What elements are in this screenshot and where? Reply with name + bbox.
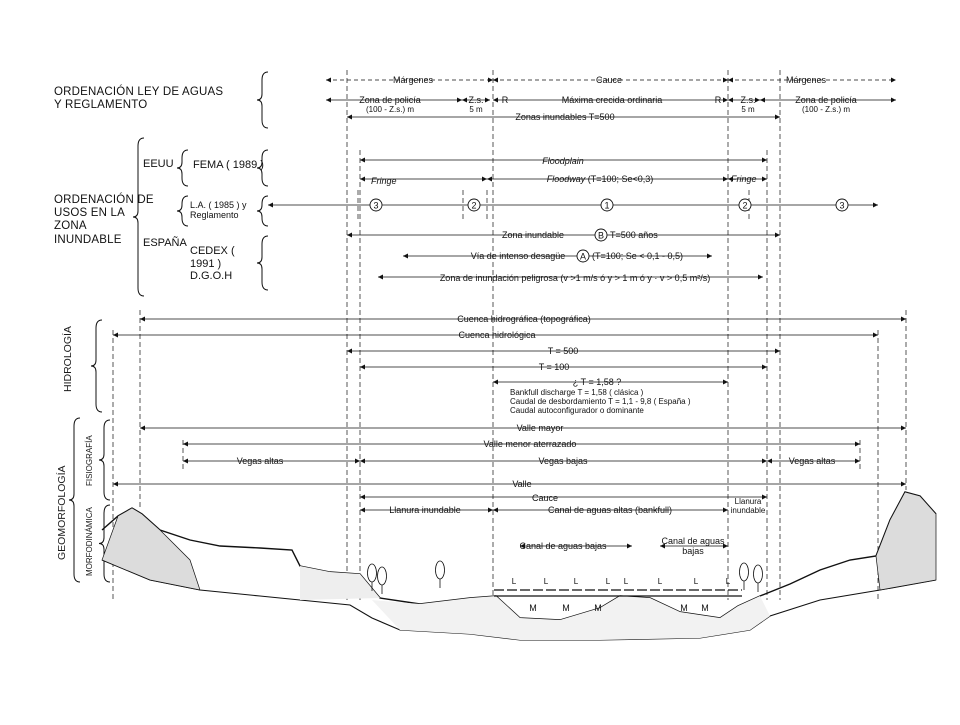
dim-zs-left-arrow-right [485,98,490,103]
zone-number-0: 3 [373,200,379,211]
dim-maxima-arrow-right [723,98,728,103]
dim-floodway-arrow-left [487,177,492,182]
label-llanura-left: Llanura inundable [389,505,461,515]
zone-number-2: 1 [604,200,610,211]
brace-la [177,196,188,226]
brace-fisiografia [99,420,110,500]
meander-mark-2: M [594,603,602,613]
dim-cuenca-topo-arrow-right [901,317,906,322]
label-floodway-text: Floodway [546,174,586,184]
label-floodway [547,174,654,184]
zone-number-4: 3 [839,200,845,211]
meander-mark-3: M [680,603,688,613]
label-canal-altas: Canal de aguas altas (bankfull) [547,505,673,515]
level-mark-5: L [657,577,663,586]
dim-vegas-altas-right-arrow-right [855,459,860,464]
terrain-surface [102,492,936,620]
label-cuenca-topo: Cuenca hidrográfica (topográfica) [457,314,591,324]
meander-mark-1: M [562,603,570,613]
section-geomorfologia: GEOMORFOLOGÍA [56,465,68,560]
label-cedex: CEDEX ( 1991 ) D.G.O.H [190,245,235,283]
dim-vegas-bajas-arrow-left [360,459,365,464]
label-fringe-right: Fringe [731,174,757,184]
label-valle: Valle [512,479,532,489]
level-mark-6: L [693,577,699,586]
label-cuenca-hidro: Cuenca hidrológica [458,330,536,340]
hill-left-shading [102,508,200,590]
label-fema: FEMA ( 1989 ) [193,159,264,171]
section-ley-aguas: ORDENACIÓN LEY DE AGUAS Y REGLAMENTO [54,86,224,112]
dim-zs-right-arrow-left [728,98,733,103]
dim-zona-policia-left-arrow-left [326,98,331,103]
level-mark-2: L [573,577,579,586]
level-mark-3: L [605,577,611,586]
label-zona-inundable: Zona inundable [501,230,565,240]
label-la-1985: L.A. ( 1985 ) y Reglamento [190,200,247,221]
label-t500: T = 500 [547,346,579,356]
label-valle-menor: Valle menor aterrazado [483,439,577,449]
dim-valle-arrow-right [901,482,906,487]
label-zona-policia-right: Zona de policía [795,95,857,105]
label-zs-right-sub: 5 m [741,105,755,114]
dim-fringe-left-arrow-right [482,177,487,182]
dim-fringe-left-arrow-left [360,177,365,182]
dim-margenes-right-arrow-right [891,78,896,83]
zona-b-letter: B [597,230,605,241]
dim-zs-left-arrow-left [462,98,467,103]
dim-vegas-altas-left-arrow-left [183,459,188,464]
zone-axis-arrow-left [268,203,273,208]
dim-cauce-geo-arrow-left [360,495,365,500]
dim-zona-peligrosa-arrow-right [758,275,763,280]
label-zs-left: Z.s. [468,95,484,105]
dim-valle-menor-arrow-left [183,442,188,447]
label-zona-policia-left-sub: (100 - Z.s.) m [365,105,415,114]
label-bankfull: Bankfull discharge T = 1,58 ( clásica ) [510,388,644,397]
dim-via-intenso-arrow-left [403,254,408,259]
dim-zona-inundable-arrow-left [347,233,352,238]
section-fisiografia: FISIOGRAFÍA [85,435,94,486]
dim-cuenca-hidro-arrow-left [113,333,118,338]
brace-geomorfologia [69,418,80,582]
dim-vegas-bajas-arrow-right [762,459,767,464]
dim-margenes-left-arrow-right [488,78,493,83]
section-morfodinamica: MORFODINÁMICA [85,507,94,576]
label-zona-policia-right-sub: (100 - Z.s.) m [801,105,851,114]
label-r-left: R [501,95,509,105]
dim-valle-menor-arrow-right [855,442,860,447]
label-t158: ¿ T = 1,58 ? [572,377,622,387]
tree-icon-2 [436,561,445,579]
dim-floodplain-arrow-right [762,158,767,163]
dim-cauce-arrow-right [723,78,728,83]
label-via-params: (T=100; Se < 0,1 - 0,5) [592,251,684,261]
dim-valle-arrow-left [113,482,118,487]
label-floodway-params: (T=100; Se<0,3) [587,174,654,184]
level-mark-4: L [623,577,629,586]
label-fringe-left: Fringe [371,176,397,186]
dim-llanura-arrow-left [360,508,365,513]
label-margenes-left: Márgenes [392,75,434,85]
dim-zs-right-arrow-right [755,98,760,103]
dim-fringe-right-arrow-right [762,177,767,182]
tree-icon-0 [368,564,377,582]
dim-vegas-altas-left-arrow-right [355,459,360,464]
label-cauce-top: Cauce [595,75,623,85]
label-valle-mayor: Valle mayor [516,423,564,433]
label-eeuu: EEUU [143,158,174,170]
label-autoconfigurador: Caudal autoconfigurador o dominante [510,406,644,415]
tree-icon-3 [740,563,749,581]
label-r-right: R [714,95,722,105]
label-zs-right: Z.s. [740,95,756,105]
dim-zona-policia-right-arrow-right [891,98,896,103]
brace-eeuu [177,150,188,186]
dim-floodway-arrow-right [723,177,728,182]
dim-llanura-arrow-right [488,508,493,513]
dim-zona-policia-right-arrow-left [760,98,765,103]
label-margenes-right: Márgenes [785,75,827,85]
via-a-letter: A [579,251,587,262]
dim-zona-inundable-arrow-right [775,233,780,238]
hill-right-shading [876,492,936,590]
label-t100: T = 100 [538,362,570,372]
section-usos-zona: ORDENACIÓN DE USOS EN LA ZONA INUNDABLE [54,194,154,246]
brace-hidrologia [91,320,102,412]
dim-floodplain-arrow-left [360,158,365,163]
dim-t100-arrow-left [360,365,365,370]
level-mark-1: L [543,577,549,586]
label-vegas-altas-right: Vegas altas [788,456,836,466]
dim-canal-bajas-left-arrow-right [627,544,632,549]
label-canal-bajas-left: Canal de aguas bajas [519,541,607,551]
label-canal-bajas-right: Canal de aguas bajas [661,536,725,557]
label-llanura-right: Llanura inundable [730,497,766,516]
dim-t158-arrow-right [723,380,728,385]
label-desbordamiento: Caudal de desbordamiento T = 1,1 - 9,8 ( España ) [510,397,691,406]
meander-mark-4: M [701,603,709,613]
label-zs-left-sub: 5 m [469,105,483,114]
dim-margenes-right-arrow-left [728,78,733,83]
label-floodplain: Floodplain [542,156,584,166]
dim-canal-altas-arrow-left [493,508,498,513]
dim-cuenca-topo-arrow-left [140,317,145,322]
dim-cauce-arrow-left [493,78,498,83]
dim-t500-arrow-right [775,349,780,354]
zone-number-3: 2 [742,200,748,211]
tree-icon-4 [754,565,763,583]
dim-zona-policia-left-arrow-right [457,98,462,103]
dim-t100-arrow-right [762,365,767,370]
label-zona-policia-left: Zona de policía [359,95,421,105]
tree-icon-1 [378,567,387,585]
label-zona-peligrosa: Zona de inundación peligrosa (v >1 m/s ó y > 1 m ó y · v > 0,5 m²/s) [439,273,711,283]
dim-zonas-inundables-arrow-left [347,115,352,120]
label-espana: ESPAÑA [143,237,187,249]
dim-via-intenso-arrow-right [707,254,712,259]
meander-mark-0: M [529,603,537,613]
label-maxima-crecida: Máxima crecida ordinaria [561,95,663,105]
alluvial-fill [372,596,770,640]
label-vegas-altas-left: Vegas altas [236,456,284,466]
dim-valle-mayor-arrow-right [901,426,906,431]
label-zona-inundable-T: T=500 años [610,230,658,240]
dim-valle-mayor-arrow-left [140,426,145,431]
label-vegas-bajas: Vegas bajas [538,456,588,466]
section-hidrologia: HIDROLOGÍA [62,326,74,392]
dim-t158-arrow-left [493,380,498,385]
dim-zonas-inundables-arrow-right [775,115,780,120]
level-mark-0: L [511,577,517,586]
dim-margenes-left-arrow-left [326,78,331,83]
label-via-intenso: Vía de intenso desagüe [470,251,566,261]
dim-zona-peligrosa-arrow-left [378,275,383,280]
dim-maxima-arrow-left [493,98,498,103]
label-cauce-geo: Cauce [531,493,559,503]
zone-axis-arrow-right [873,203,878,208]
dim-vegas-altas-right-arrow-left [767,459,772,464]
brace-ley [257,72,268,128]
dim-t500-arrow-left [347,349,352,354]
level-mark-7: L [725,577,731,586]
zone-number-1: 2 [471,200,477,211]
label-zonas-inundables: Zonas inundables T=500 [515,112,615,122]
dim-cuenca-hidro-arrow-right [873,333,878,338]
